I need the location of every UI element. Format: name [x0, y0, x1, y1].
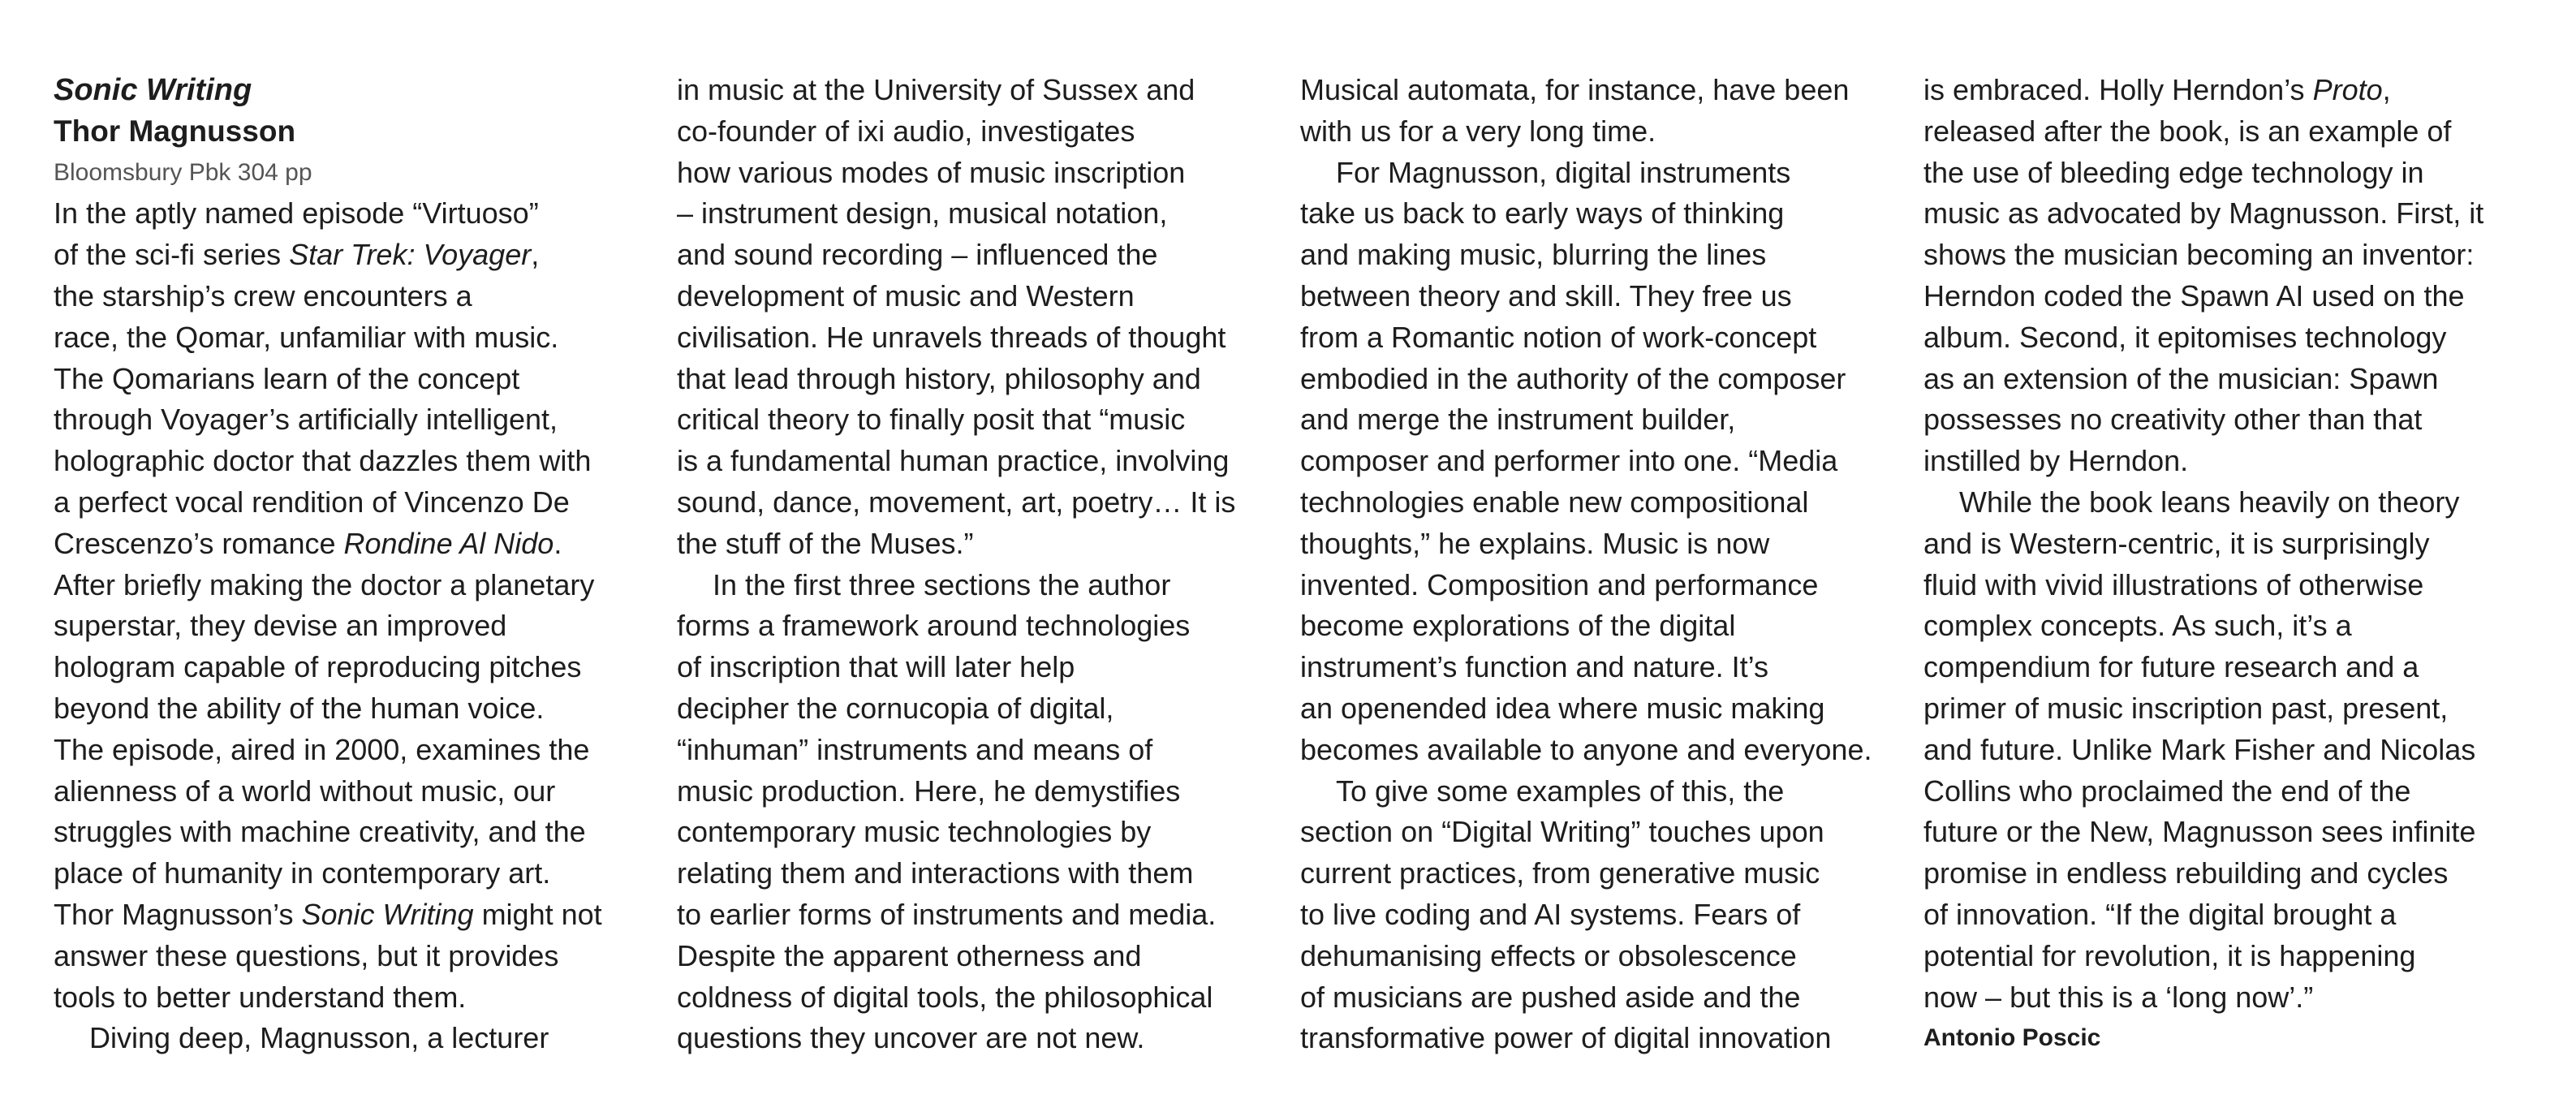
text-line	[1300, 482, 1889, 524]
line-text: embodied in the authority of the composer	[1300, 361, 1846, 395]
line-text: in music at the University of Sussex and	[677, 73, 1195, 106]
text-line	[1923, 317, 2512, 359]
text-line	[54, 688, 642, 730]
text-line	[1923, 441, 2512, 482]
text-line	[54, 482, 642, 524]
line-text: complex concepts. As such, it’s a	[1923, 609, 2352, 643]
line-text: future or the New, Magnusson sees infinite	[1923, 815, 2476, 849]
italic-title: Star Trek: Voyager	[289, 238, 532, 272]
text-line	[1923, 606, 2512, 647]
line-text: primer of music inscription past, present,	[1923, 691, 2449, 725]
text-line	[677, 399, 1265, 441]
line-text: place of humanity in contemporary art.	[54, 856, 551, 890]
line-text: music production. Here, he demystifies	[677, 774, 1181, 808]
line-text: dehumanising effects or obsolescence	[1300, 938, 1797, 972]
review-column-2	[677, 70, 1265, 1059]
text-line	[677, 936, 1265, 977]
text-line	[677, 193, 1265, 235]
text-line	[1300, 771, 1889, 812]
column-body	[1300, 70, 1889, 1059]
text-line	[54, 235, 642, 276]
text-line	[1300, 359, 1889, 400]
text-line	[677, 111, 1265, 153]
line-text: the use of bleeding edge technology in	[1923, 155, 2424, 189]
text-line	[677, 359, 1265, 400]
line-text: with us for a very long time.	[1300, 114, 1656, 148]
text-line	[1923, 894, 2512, 936]
text-line	[1300, 812, 1889, 853]
line-text: relating them and interactions with them	[677, 856, 1194, 890]
italic-title: Proto	[2312, 73, 2383, 106]
text-line	[1300, 441, 1889, 482]
review-column-3	[1300, 70, 1889, 1059]
line-text: critical theory to finally posit that “music	[677, 403, 1186, 437]
text-line	[1923, 565, 2512, 606]
line-text: “inhuman” instruments and means of	[677, 732, 1153, 766]
text-line	[1923, 647, 2512, 688]
line-text: co-founder of ixi audio, investigates	[677, 114, 1135, 148]
column-body	[1923, 70, 2512, 1018]
text-line	[54, 565, 642, 606]
line-text: between theory and skill. They free us	[1300, 278, 1792, 312]
line-text: a perfect vocal rendition of Vincenzo De	[54, 485, 570, 519]
text-line	[1923, 153, 2512, 194]
line-text: shows the musician becoming an inventor:	[1923, 238, 2475, 272]
line-text: The episode, aired in 2000, examines the	[54, 732, 590, 766]
text-line	[1300, 977, 1889, 1019]
text-line	[54, 317, 642, 359]
text-line	[677, 894, 1265, 936]
line-text: In the aptly named episode “Virtuoso”	[54, 196, 539, 231]
line-text: questions they uncover are not new.	[677, 1021, 1145, 1055]
text-line	[1300, 235, 1889, 276]
line-text: section on “Digital Writing” touches upon	[1300, 815, 1824, 849]
line-text: the stuff of the Muses.”	[677, 526, 974, 560]
line-text: answer these questions, but it provides	[54, 938, 559, 972]
line-text-after: .	[554, 526, 562, 560]
line-text: development of music and Western	[677, 278, 1135, 312]
line-text: After briefly making the doctor a planetary	[54, 567, 595, 601]
line-text: instilled by Herndon.	[1923, 444, 2189, 478]
line-text: is a fundamental human practice, involving	[677, 444, 1230, 478]
line-text: thoughts,” he explains. Music is now	[1300, 526, 1770, 560]
text-line	[1300, 565, 1889, 606]
text-line	[1300, 153, 1889, 194]
line-text: invented. Composition and performance	[1300, 567, 1819, 601]
review-column-4	[1923, 70, 2512, 1059]
line-text-after: might not	[473, 897, 602, 931]
text-line	[677, 235, 1265, 276]
text-line	[54, 647, 642, 688]
text-line	[1300, 647, 1889, 688]
text-line	[1923, 482, 2512, 524]
line-text: The Qomarians learn of the concept	[54, 361, 520, 395]
text-line	[1923, 111, 2512, 153]
line-text: of musicians are pushed aside and the	[1300, 980, 1801, 1014]
column-body	[54, 193, 642, 1059]
line-text: decipher the cornucopia of digital,	[677, 691, 1114, 725]
line-text: become explorations of the digital	[1300, 609, 1736, 643]
line-text: becomes available to anyone and everyone.	[1300, 732, 1872, 766]
line-text: superstar, they devise an improved	[54, 609, 507, 643]
line-text: released after the book, is an example of	[1923, 114, 2452, 148]
text-line	[1923, 771, 2512, 812]
text-line	[677, 771, 1265, 812]
text-line	[677, 565, 1265, 606]
text-line	[1300, 688, 1889, 730]
line-text: sound, dance, movement, art, poetry… It is	[677, 485, 1236, 519]
text-line	[677, 317, 1265, 359]
line-text: Diving deep, Magnusson, a lecturer	[89, 1021, 549, 1055]
text-line	[677, 153, 1265, 194]
line-text: While the book leans heavily on theory	[1959, 485, 2460, 519]
text-line	[677, 606, 1265, 647]
line-text-after: ,	[531, 238, 540, 272]
line-text: and future. Unlike Mark Fisher and Nicolas	[1923, 732, 2476, 766]
text-line	[677, 482, 1265, 524]
text-line	[1923, 276, 2512, 317]
book-title: Sonic Writing	[54, 73, 252, 107]
text-line	[1923, 936, 2512, 977]
reviewer-signature: Antonio Poscic	[1923, 1024, 2101, 1052]
text-line	[1923, 235, 2512, 276]
text-line	[54, 853, 642, 894]
line-text: music as advocated by Magnusson. First, it	[1923, 196, 2484, 231]
text-line	[54, 936, 642, 977]
text-line	[1300, 193, 1889, 235]
line-text: of innovation. “If the digital brought a	[1923, 897, 2397, 931]
line-text: struggles with machine creativity, and the	[54, 815, 586, 849]
line-text: race, the Qomar, unfamiliar with music.	[54, 320, 559, 354]
text-line	[1300, 524, 1889, 565]
text-line	[677, 977, 1265, 1019]
text-line	[1923, 688, 2512, 730]
text-line	[54, 730, 642, 771]
line-text: In the first three sections the author	[713, 567, 1171, 601]
text-line	[677, 853, 1265, 894]
text-line	[1923, 70, 2512, 111]
line-text: take us back to early ways of thinking	[1300, 196, 1785, 231]
line-text: the starship’s crew encounters a	[54, 278, 472, 312]
line-text: transformative power of digital innovation	[1300, 1021, 1832, 1055]
text-line	[1923, 193, 2512, 235]
line-text: album. Second, it epitomises technology	[1923, 320, 2447, 354]
text-line	[1300, 111, 1889, 153]
text-line	[1300, 70, 1889, 111]
text-line	[1300, 730, 1889, 771]
text-line	[1300, 1018, 1889, 1059]
text-line	[1300, 276, 1889, 317]
line-text: an openended idea where music making	[1300, 691, 1825, 725]
text-line	[677, 688, 1265, 730]
line-text: For Magnusson, digital instruments	[1336, 155, 1791, 189]
text-line	[1923, 853, 2512, 894]
text-line	[54, 977, 642, 1019]
line-text: current practices, from generative music	[1300, 856, 1820, 890]
text-line	[1923, 812, 2512, 853]
text-line	[54, 276, 642, 317]
line-text: to earlier forms of instruments and media.	[677, 897, 1217, 931]
text-line	[1923, 359, 2512, 400]
text-line	[54, 894, 642, 936]
line-text: and is Western-centric, it is surprisingly	[1923, 526, 2430, 560]
text-line	[1923, 730, 2512, 771]
text-line	[677, 647, 1265, 688]
line-text: beyond the ability of the human voice.	[54, 691, 545, 725]
line-text: of the sci-fi series	[54, 238, 290, 272]
text-line	[1923, 399, 2512, 441]
text-line	[677, 441, 1265, 482]
line-text: alienness of a world without music, our	[54, 774, 556, 808]
text-line	[54, 359, 642, 400]
line-text: promise in endless rebuilding and cycles	[1923, 856, 2449, 890]
italic-title: Rondine Al Nido	[343, 526, 554, 560]
text-line	[677, 70, 1265, 111]
line-text: Musical automata, for instance, have been	[1300, 73, 1850, 106]
text-line	[1300, 853, 1889, 894]
text-line	[54, 524, 642, 565]
text-line	[54, 193, 642, 235]
line-text: instrument’s function and nature. It’s	[1300, 650, 1769, 684]
line-text: Collins who proclaimed the end of the	[1923, 774, 2411, 808]
line-text: hologram capable of reproducing pitches	[54, 650, 582, 684]
line-text: how various modes of music inscription	[677, 155, 1186, 189]
line-text: now – but this is a ‘long now’.”	[1923, 980, 2314, 1014]
text-line	[1300, 317, 1889, 359]
text-line	[54, 441, 642, 482]
text-line	[54, 1018, 642, 1059]
line-text: coldness of digital tools, the philosophical	[677, 980, 1213, 1014]
line-text: fluid with vivid illustrations of otherwise	[1923, 567, 2424, 601]
text-line	[54, 771, 642, 812]
text-line	[54, 399, 642, 441]
italic-title: Sonic Writing	[301, 897, 474, 931]
line-text: Thor Magnusson’s	[54, 897, 302, 931]
publisher-info: Bloomsbury Pbk 304 pp	[54, 158, 312, 186]
line-text: forms a framework around technologies	[677, 609, 1191, 643]
line-text: from a Romantic notion of work-concept	[1300, 320, 1817, 354]
line-text: through Voyager’s artificially intelligent,	[54, 403, 558, 437]
line-text: Despite the apparent otherness and	[677, 938, 1142, 972]
line-text: holographic doctor that dazzles them with	[54, 444, 592, 478]
text-line	[1300, 606, 1889, 647]
line-text: is embraced. Holly Herndon’s	[1923, 73, 2313, 106]
line-text: Herndon coded the Spawn AI used on the	[1923, 278, 2465, 312]
line-text: contemporary music technologies by	[677, 815, 1152, 849]
text-line	[1923, 524, 2512, 565]
text-line	[677, 276, 1265, 317]
column-body	[677, 70, 1265, 1059]
line-text: as an extension of the musician: Spawn	[1923, 361, 2439, 395]
line-text: that lead through history, philosophy and	[677, 361, 1201, 395]
line-text: and sound recording – influenced the	[677, 238, 1158, 272]
line-text: Crescenzo’s romance	[54, 526, 344, 560]
line-text: possesses no creativity other than that	[1923, 403, 2423, 437]
line-text: civilisation. He unravels threads of thought	[677, 320, 1226, 354]
text-line	[1923, 977, 2512, 1019]
line-text: tools to better understand them.	[54, 980, 467, 1014]
line-text: to live coding and AI systems. Fears of	[1300, 897, 1801, 931]
line-text: technologies enable new compositional	[1300, 485, 1809, 519]
line-text: and merge the instrument builder,	[1300, 403, 1736, 437]
text-line	[54, 606, 642, 647]
line-text: potential for revolution, it is happening	[1923, 938, 2416, 972]
text-line	[1300, 936, 1889, 977]
text-line	[1300, 399, 1889, 441]
book-author: Thor Magnusson	[54, 114, 296, 148]
text-line	[54, 812, 642, 853]
text-line	[677, 524, 1265, 565]
line-text: composer and performer into one. “Media	[1300, 444, 1838, 478]
text-line	[677, 730, 1265, 771]
line-text: compendium for future research and a	[1923, 650, 2419, 684]
text-line	[677, 1018, 1265, 1059]
line-text: and making music, blurring the lines	[1300, 238, 1767, 272]
text-line	[1300, 894, 1889, 936]
text-line	[677, 812, 1265, 853]
review-column-1	[54, 70, 642, 1059]
line-text: To give some examples of this, the	[1336, 774, 1785, 808]
line-text: of inscription that will later help	[677, 650, 1075, 684]
line-text-after: ,	[2382, 73, 2391, 106]
line-text: – instrument design, musical notation,	[677, 196, 1168, 231]
